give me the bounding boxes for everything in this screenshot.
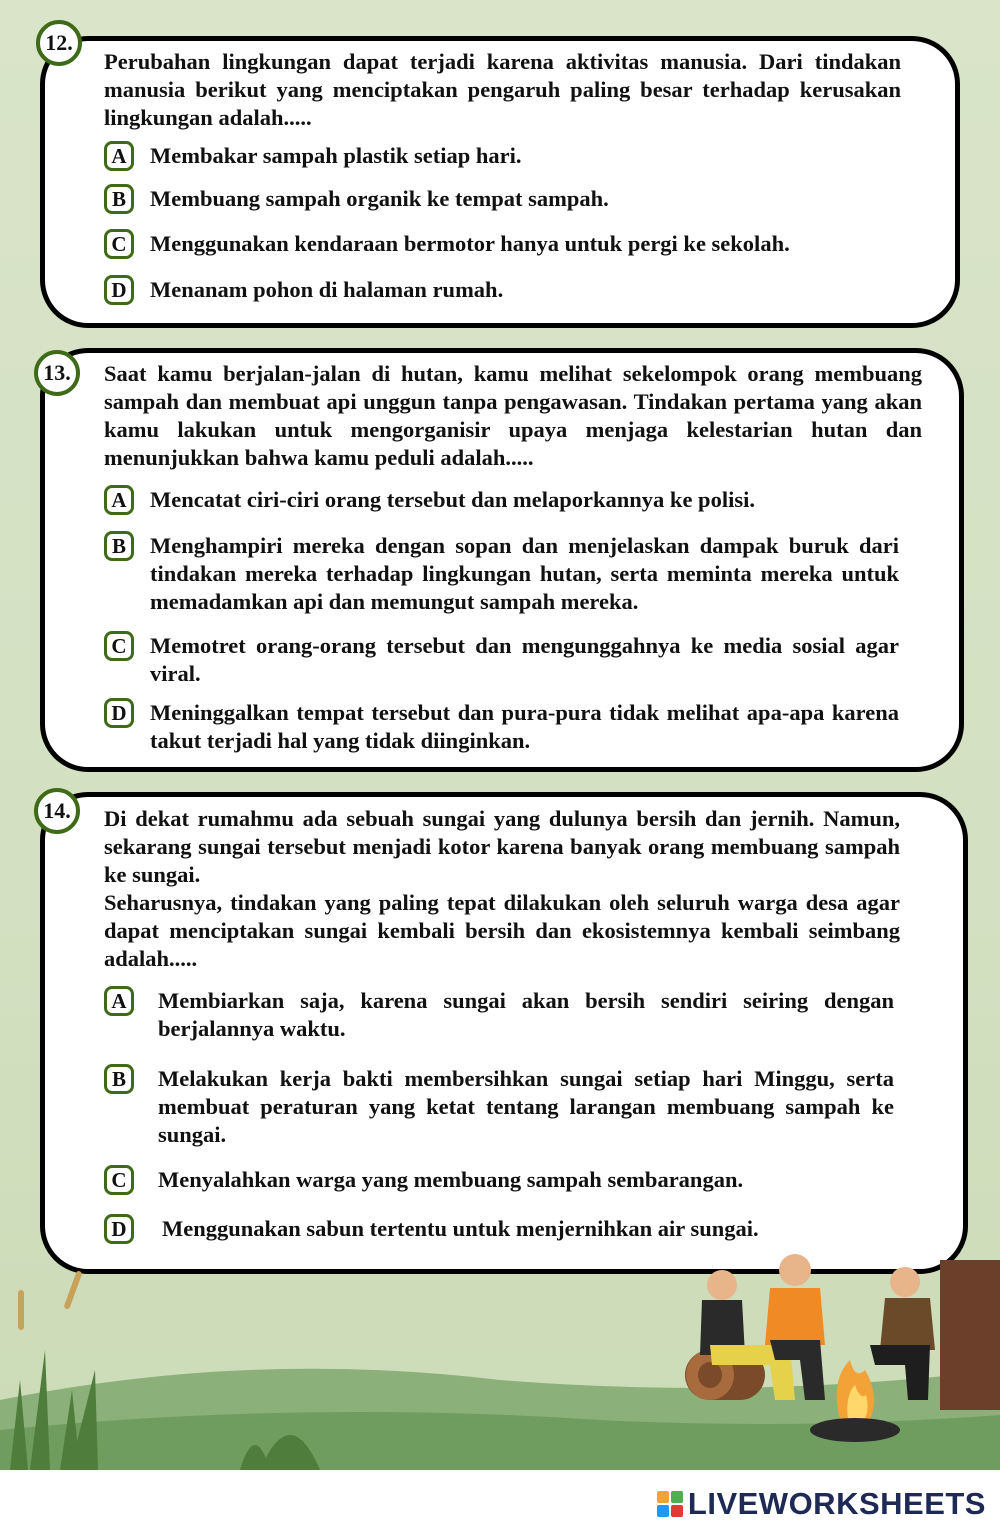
option-text: Menyalahkan warga yang membuang sampah sembarangan. (158, 1167, 744, 1192)
option-letter: D (104, 275, 134, 305)
option-text: Menggunakan sabun tertentu untuk menjernihkan air sungai. (162, 1216, 759, 1241)
option-text: Menanam pohon di halaman rumah. (150, 277, 504, 302)
question-number-badge: 14. (34, 788, 80, 834)
tree-trunk-icon (940, 1260, 1000, 1410)
question-number-badge: 13. (34, 350, 80, 396)
liveworksheets-logo[interactable] (657, 1486, 986, 1522)
question-number-badge: 12. (36, 20, 82, 66)
option-letter: A (104, 141, 134, 171)
option-text: Menggunakan kendaraan bermotor hanya untuk pergi ke sekolah. (150, 231, 790, 256)
option-text: Membakar sampah plastik setiap hari. (150, 143, 522, 168)
option-text: Membiarkan saja, karena sungai akan bersih sendiri seiring dengan berjalannya waktu. (158, 988, 894, 1041)
answer-option-d[interactable] (104, 699, 899, 755)
answer-option-b[interactable] (104, 1065, 894, 1149)
brand-logo-icon (657, 1491, 683, 1517)
answer-option-a[interactable] (104, 486, 899, 515)
option-text: Memotret orang-orang tersebut dan mengunggahnya ke media sosial agar viral. (150, 633, 899, 686)
question-text: Perubahan lingkungan dapat terjadi karena aktivitas manusia. Dari tindakan manusia berikut yang menciptakan pengaruh paling besar terhadap kerusakan lingkungan adalah..... (104, 49, 901, 130)
option-text: Meninggalkan tempat tersebut dan pura-pura tidak melihat apa-apa karena takut terjadi hal yang tidak diinginkan. (150, 700, 899, 753)
option-letter: A (104, 986, 134, 1016)
answer-option-c[interactable] (104, 1166, 894, 1195)
option-text: Melakukan kerja bakti membersihkan sungai setiap hari Minggu, serta membuat peraturan yang ketat tentang larangan membuang sampah ke sungai. (158, 1066, 894, 1147)
option-text: Membuang sampah organik ke tempat sampah. (150, 186, 609, 211)
option-letter: A (104, 485, 134, 515)
answer-option-a[interactable] (104, 987, 894, 1043)
option-letter: B (104, 184, 134, 214)
answer-option-c[interactable] (104, 632, 899, 688)
option-letter: D (104, 1214, 134, 1244)
option-letter: C (104, 1165, 134, 1195)
question-text: Di dekat rumahmu ada sebuah sungai yang dulunya bersih dan jernih. Namun, sekarang sungai tersebut menjadi kotor karena banyak orang membuang sampah ke sungai. Seharusnya, tindakan yang paling tepat dilakukan oleh seluruh warga desa agar dapat menciptakan sungai kembali bersih dan ekosistemnya kembali seimbang adalah..... (104, 806, 900, 971)
option-text: Mencatat ciri-ciri orang tersebut dan melaporkannya ke polisi. (150, 487, 755, 512)
option-text: Menghampiri mereka dengan sopan dan menjelaskan dampak buruk dari tindakan mereka terhadap lingkungan hutan, serta meminta mereka untuk memadamkan api dan memungut sampah mereka. (150, 533, 899, 614)
answer-option-d[interactable] (104, 276, 904, 305)
answer-option-b[interactable] (104, 532, 899, 616)
answer-option-c[interactable] (104, 230, 904, 259)
option-letter: B (104, 1064, 134, 1094)
answer-option-a[interactable] (104, 142, 904, 171)
brand-name: LIVEWORKSHEETS (687, 1486, 986, 1521)
option-letter: B (104, 531, 134, 561)
question-text-continued: Seharusnya, tindakan yang paling tepat dilakukan oleh seluruh warga desa agar dapat menciptakan sungai kembali bersih dan ekosistemnya kembali seimbang adalah..... (104, 890, 900, 971)
campfire-illustration (0, 1230, 1000, 1470)
option-letter: C (104, 229, 134, 259)
question-text: Saat kamu berjalan-jalan di hutan, kamu melihat sekelompok orang membuang sampah dan membuat api unggun tanpa pengawasan. Tindakan pertama yang akan kamu lakukan untuk mengorganisir upaya menjaga kelestarian hutan dan menunjukkan bahwa kamu peduli adalah..... (104, 361, 922, 470)
reed-icon (18, 1270, 83, 1330)
option-letter: C (104, 631, 134, 661)
answer-option-b[interactable] (104, 185, 904, 214)
option-letter: D (104, 698, 134, 728)
